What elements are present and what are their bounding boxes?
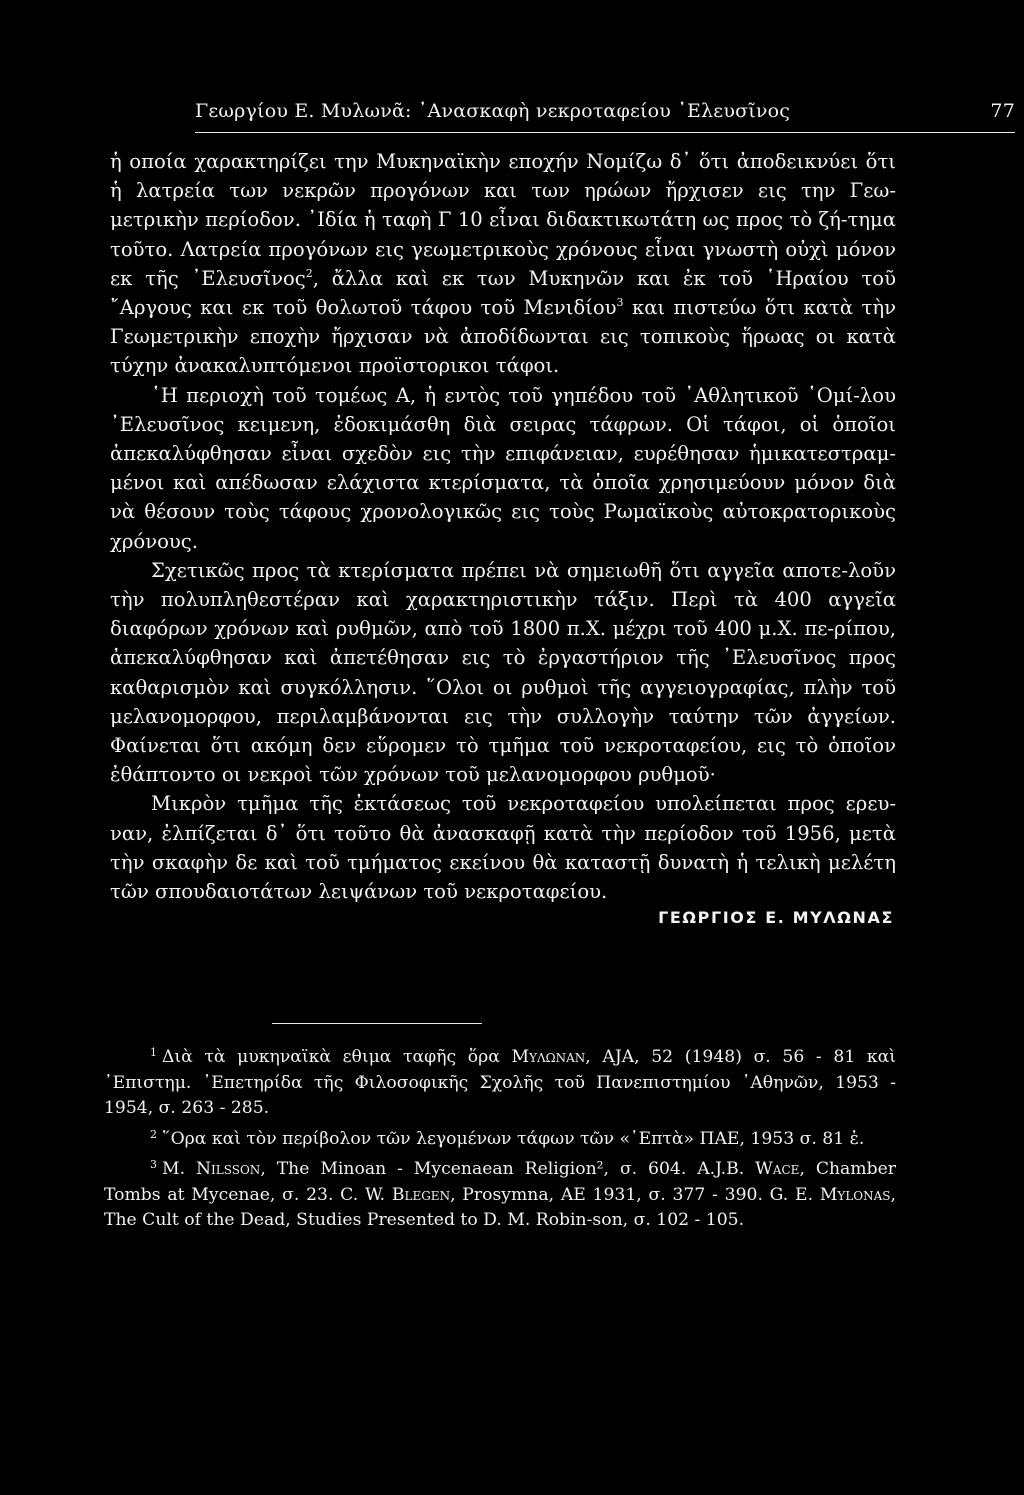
footnotes <box>104 1040 896 1234</box>
footnote-3-text-d: , Prosymna, AE 1931, σ. 377 - 390. G. E. <box>450 1184 820 1205</box>
footnote-1-text-b: , AJA, 52 (1948) σ. 56 - 81 καὶ ᾿Επιστημ. ᾿Επετηρίδα τῆς Φιλοσοφικῆς Σχολῆς τοῦ Πανεπιστημίου ᾿Αθηνῶν, 1953 - 1954, σ. 263 - 285. <box>104 1047 896 1118</box>
footnote-3-text-c: , Chamber Tombs at Mycenae, σ. 23. C. W. <box>104 1159 896 1205</box>
footnote-ref-3[interactable]: 3 <box>616 296 624 310</box>
paragraph-1-text-c: και πιστεύω ὅτι κατὰ τὴν Γεωμετρικὴν εποχὴν ἤρχισαν νὰ ἀποδίδωνται εις τοπικοὺς ἥρωας οι κατὰ τύχην ἀνακαλυπτόμενοι προϊστορικοι τάφοι. <box>110 296 896 378</box>
footnote-3-text-e: , The Cult of the Dead, Studies Presented to D. M. Robin-son, σ. 102 - 105. <box>104 1184 896 1230</box>
footnote-rule <box>272 1023 482 1024</box>
footnote-3-text-a: M. <box>162 1159 196 1179</box>
paragraph-2: ῾Η περιοχὴ τοῦ τομέως Α, ἡ εντὸς τοῦ γηπέδου τοῦ ᾿Αθλητικοῦ ῾Ομί-λου ᾿Ελευσῖνος κειμενη, ἐδοκιμάσθη διὰ σειρας τάφρων. Οἱ τάφοι, οἱ ὁποῖοι ἀπεκαλύφθησαν εἶναι σχεδὸν εις τὴν επιφάνειαν, ευρέθησαν ἡμικατεστραμ-μένοι καὶ απέδωσαν ελάχιστα κτερίσματα, τὰ ὁποῖα χρησιμεύουν μόνον διὰ νὰ θέσουν τοὺς τάφους χρονολογικῶς εις τοὺς Ρωμαϊκοὺς αὐτοκρατορικοὺς χρόνους. <box>110 383 896 553</box>
footnote-3-author-1: Nilsson <box>195 1159 261 1179</box>
paragraph-1 <box>110 147 896 381</box>
footnote-3-author-2: Wace <box>755 1159 800 1179</box>
footnote-3 <box>104 1152 896 1234</box>
footnote-3-author-3: Blegen <box>391 1184 451 1205</box>
paragraph-3: Σχετικῶς προς τὰ κτερίσματα πρέπει νὰ σημειωθῆ ὅτι αγγεῖα αποτε-λοῦν τὴν πολυπληθεστέραν καὶ χαρακτηριστικὴν τάξιν. Περὶ τὰ 400 αγγεῖα διαφόρων χρόνων καὶ ρυθμῶν, απὸ τοῦ 1800 π.Χ. μέχρι τοῦ 400 μ.Χ. πε-ρίπου, ἀπεκαλύφθησαν καὶ ἀπετέθησαν εις τὸ ἐργαστήριον τῆς ᾿Ελευσῖνος προς καθαρισμὸν καὶ συγκόλλησιν. ῞Ολοι οι ρυθμοὶ τῆς αγγειογραφίας, πλὴν τοῦ μελανομορφου, περιλαμβάνονται εις τὴν συλλογὴν ταύτην τῶν ἀγγείων. Φαίνεται ὅτι ακόμη δεν εὕρομεν τὸ τμῆμα τοῦ νεκροταφείου, εις τὸ ὁποῖον ἐθάπτοντο οι νεκροὶ τῶν χρόνων τοῦ μελανομορφου ρυθμοῦ· <box>110 558 896 787</box>
paragraph-1-text-a: ἡ οποία χαρακτηρίζει την Μυκηναϊκὴν εποχήν Νομίζω δ᾿ ὅτι ἀποδεικνύει ὅτι ἡ λατρεία των νεκρῶν προγόνων και των ηρώων ἤρχισεν εις την Γεω-μετρικὴν περίοδον. ᾿Ιδία ἡ ταφὴ Γ 10 εἶναι διδακτικωτάτη ως προς τὸ ζή-τημα τοῦτο. Λατρεία προγόνων εις γεωμετρικοὺς χρόνους εἶναι γνωστὴ οὐχὶ μόνον εκ τῆς ᾿Ελευσῖνος <box>110 150 896 290</box>
footnote-ref-2[interactable]: 2 <box>305 266 313 280</box>
running-header <box>195 100 1015 130</box>
paragraph-4: Μικρὸν τμῆμα τῆς ἐκτάσεως τοῦ νεκροταφείου υπολείπεται προς ερευ-ναν, ἐλπίζεται δ᾿ ὅτι τοῦτο θὰ ἀνασκαφῇ κατὰ τὴν περίοδον τοῦ 1956, μετὰ τὴν σκαφὴν δε καὶ τοῦ τμήματος εκείνου θὰ καταστῇ δυνατὴ ἡ τελικὴ μελέτη τῶν σπουδαιοτάτων λειψάνων τοῦ νεκροταφείου. <box>110 792 896 904</box>
footnote-1-mark: 1 <box>150 1046 157 1059</box>
footnote-3-author-4: Mylonas <box>819 1184 891 1205</box>
footnote-3-text-b: , The Minoan - Mycenaean Religion², σ. 604. A.J.B. <box>260 1159 756 1179</box>
footnote-2-text: ῞Ορα καὶ τὸν περίβολον τῶν λεγομένων τάφων τῶν «῾Επτὰ» ΠΑΕ, 1953 σ. 81 ἑ. <box>162 1128 865 1149</box>
page-number: 77 <box>990 100 1015 122</box>
body-text <box>110 147 896 906</box>
footnote-2-mark: 2 <box>150 1127 157 1141</box>
footnote-1-author: Μυλωνan <box>511 1047 586 1067</box>
footnote-2 <box>104 1122 896 1153</box>
header-rule <box>195 132 1015 133</box>
running-title: Γεωργίου Ε. Μυλωνᾶ: ᾿Ανασκαφὴ νεκροταφείου ᾿Ελευσῖνος <box>195 100 791 122</box>
author-signature: ΓΕΩΡΓΙΟΣ Ε. ΜΥΛΩΝΑΣ <box>658 908 894 927</box>
footnote-1-text-a: Διὰ τὰ μυκηναϊκὰ εθιμα ταφῆς ὅρα <box>162 1047 512 1067</box>
footnote-3-mark: 3 <box>150 1158 157 1171</box>
footnote-1 <box>104 1040 896 1122</box>
paragraph-1-text-b: , ἄλλα καὶ εκ των Μυκηνῶν και ἐκ τοῦ ῾Ηραίου τοῦ ῎Αργους και εκ τοῦ θολωτοῦ τάφου τοῦ Μενιδίου <box>110 266 896 320</box>
